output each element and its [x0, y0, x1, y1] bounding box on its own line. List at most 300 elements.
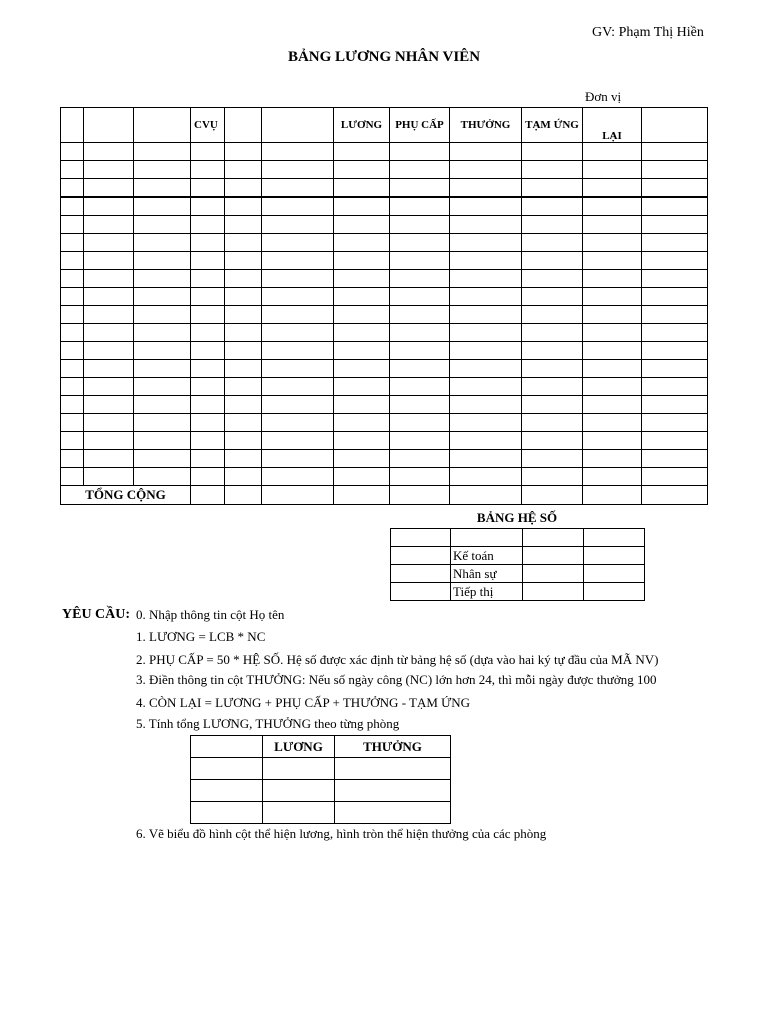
table-cell — [522, 414, 583, 432]
table-cell — [450, 342, 522, 360]
table-cell — [61, 342, 84, 360]
table-cell — [450, 161, 522, 179]
table-row — [61, 252, 708, 270]
table-cell — [390, 234, 450, 252]
summary-table — [190, 735, 451, 824]
table-cell — [390, 324, 450, 342]
table-cell — [84, 143, 134, 161]
table-cell — [61, 396, 84, 414]
table-cell — [583, 179, 642, 198]
table-cell — [225, 414, 262, 432]
table-cell — [134, 324, 191, 342]
table-cell — [61, 270, 84, 288]
table-cell — [84, 468, 134, 486]
table-cell — [642, 414, 708, 432]
table-cell — [522, 216, 583, 234]
table-cell — [390, 288, 450, 306]
table-cell — [450, 486, 522, 505]
header-phu-cap: PHỤ CẤP — [390, 108, 450, 143]
table-cell — [334, 414, 390, 432]
table-cell — [191, 161, 225, 179]
table-cell — [191, 486, 225, 505]
table-cell — [134, 360, 191, 378]
table-cell — [522, 450, 583, 468]
table-cell — [61, 324, 84, 342]
table-cell — [334, 270, 390, 288]
table-cell — [191, 468, 225, 486]
table-cell — [522, 324, 583, 342]
table-cell — [61, 179, 84, 198]
table-cell — [262, 179, 334, 198]
table-cell — [191, 360, 225, 378]
table-cell — [450, 288, 522, 306]
header-cell — [61, 108, 84, 143]
table-row — [61, 161, 708, 179]
table-cell — [84, 252, 134, 270]
table-cell — [522, 342, 583, 360]
table-cell — [191, 780, 263, 802]
table-cell — [225, 450, 262, 468]
coef-dept-nhan-su: Nhân sự — [451, 565, 523, 583]
salary-table-header — [61, 108, 708, 143]
table-cell — [583, 432, 642, 450]
header-cell — [225, 108, 262, 143]
table-cell — [390, 360, 450, 378]
table-cell — [61, 234, 84, 252]
table-cell — [225, 324, 262, 342]
table-cell — [390, 342, 450, 360]
table-cell — [334, 432, 390, 450]
table-cell — [134, 143, 191, 161]
table-cell — [522, 468, 583, 486]
salary-table — [60, 107, 708, 505]
table-cell — [450, 432, 522, 450]
coef-table-row — [391, 547, 645, 565]
table-cell — [642, 468, 708, 486]
table-cell — [335, 780, 451, 802]
table-row — [61, 234, 708, 252]
table-cell — [522, 197, 583, 216]
table-cell — [450, 306, 522, 324]
table-cell — [450, 414, 522, 432]
table-cell — [61, 161, 84, 179]
table-cell — [262, 216, 334, 234]
table-cell — [390, 270, 450, 288]
table-cell — [334, 161, 390, 179]
header-thuong: THƯỞNG — [450, 108, 522, 143]
table-cell — [134, 216, 191, 234]
table-cell — [262, 197, 334, 216]
table-cell — [642, 179, 708, 198]
table-cell — [583, 450, 642, 468]
requirement-item: 4. CÒN LẠI = LƯƠNG + PHỤ CẤP + THƯỞNG - TẠM ỨNG — [136, 695, 471, 710]
table-cell — [61, 252, 84, 270]
page-title: BẢNG LƯƠNG NHÂN VIÊN — [287, 49, 481, 65]
table-row — [61, 360, 708, 378]
table-cell — [225, 270, 262, 288]
table-cell — [334, 342, 390, 360]
table-cell — [642, 432, 708, 450]
table-row — [61, 143, 708, 161]
table-cell — [450, 143, 522, 161]
table-cell — [642, 288, 708, 306]
table-cell — [642, 360, 708, 378]
table-row — [61, 378, 708, 396]
table-cell — [263, 758, 335, 780]
requirement-item: 6. Vẽ biểu đồ hình cột thể hiện lương, hình tròn thể hiện thưởng của các phòng — [136, 826, 547, 841]
table-cell — [642, 216, 708, 234]
requirement-item: 5. Tính tổng LƯƠNG, THƯỞNG theo từng phòng — [136, 716, 400, 731]
table-cell — [583, 324, 642, 342]
table-row — [61, 270, 708, 288]
table-cell — [134, 161, 191, 179]
table-cell — [134, 378, 191, 396]
table-cell — [191, 143, 225, 161]
table-cell — [522, 396, 583, 414]
table-cell — [334, 378, 390, 396]
table-cell — [84, 179, 134, 198]
summary-row — [191, 758, 451, 780]
table-cell — [522, 161, 583, 179]
table-cell — [225, 432, 262, 450]
table-cell — [134, 432, 191, 450]
table-cell — [191, 378, 225, 396]
header-cvu: CVỤ — [191, 108, 225, 143]
table-cell — [334, 234, 390, 252]
requirements-label: YÊU CẦU: — [62, 607, 131, 622]
table-cell — [583, 414, 642, 432]
table-cell — [583, 234, 642, 252]
table-cell — [262, 306, 334, 324]
table-cell — [61, 197, 84, 216]
table-cell — [522, 378, 583, 396]
table-cell — [262, 468, 334, 486]
table-cell — [225, 360, 262, 378]
table-cell — [225, 486, 262, 505]
table-cell — [390, 486, 450, 505]
coef-table — [390, 528, 645, 601]
header-tam-ung: TẠM ỨNG — [522, 108, 583, 143]
table-cell — [262, 234, 334, 252]
table-cell — [262, 252, 334, 270]
table-cell — [583, 252, 642, 270]
table-cell — [61, 432, 84, 450]
table-cell — [84, 396, 134, 414]
table-cell — [642, 324, 708, 342]
table-cell — [450, 360, 522, 378]
table-row — [61, 468, 708, 486]
table-cell — [583, 360, 642, 378]
table-cell — [262, 378, 334, 396]
table-cell — [450, 179, 522, 198]
table-cell — [522, 360, 583, 378]
table-row — [61, 306, 708, 324]
table-cell — [134, 468, 191, 486]
table-row — [61, 396, 708, 414]
table-cell — [522, 179, 583, 198]
table-cell — [334, 360, 390, 378]
table-cell — [450, 270, 522, 288]
table-cell — [225, 378, 262, 396]
table-cell — [134, 396, 191, 414]
table-cell — [583, 378, 642, 396]
table-cell — [522, 432, 583, 450]
table-cell — [191, 802, 263, 824]
table-cell — [334, 468, 390, 486]
table-cell — [583, 486, 642, 505]
summary-header-luong: LƯƠNG — [263, 736, 335, 758]
table-cell — [583, 396, 642, 414]
table-row — [61, 450, 708, 468]
table-cell — [642, 143, 708, 161]
table-cell — [642, 396, 708, 414]
table-cell — [262, 432, 334, 450]
requirement-item: 2. PHỤ CẤP = 50 * HỆ SỐ. Hệ số được xác định từ bảng hệ số (dựa vào hai ký tự đầu của MÃ NV) — [136, 652, 659, 667]
table-cell — [450, 324, 522, 342]
table-cell — [642, 450, 708, 468]
table-cell — [334, 306, 390, 324]
table-cell — [263, 802, 335, 824]
table-cell — [522, 486, 583, 505]
table-cell — [522, 306, 583, 324]
table-cell — [450, 252, 522, 270]
total-row — [61, 486, 708, 505]
table-cell — [390, 414, 450, 432]
table-cell — [84, 432, 134, 450]
table-cell — [262, 360, 334, 378]
table-cell — [522, 288, 583, 306]
table-cell — [390, 216, 450, 234]
table-cell — [334, 179, 390, 198]
table-cell — [191, 252, 225, 270]
table-cell — [191, 197, 225, 216]
table-cell — [450, 197, 522, 216]
table-cell — [61, 450, 84, 468]
table-cell — [450, 468, 522, 486]
summary-row — [191, 780, 451, 802]
table-cell — [390, 306, 450, 324]
table-row — [61, 197, 708, 216]
table-cell — [191, 179, 225, 198]
table-cell — [225, 234, 262, 252]
table-cell — [262, 396, 334, 414]
header-con-lai: LẠI — [583, 108, 642, 143]
header-cell — [642, 108, 708, 143]
table-cell — [583, 197, 642, 216]
table-cell — [61, 216, 84, 234]
unit-label: Đơn vị — [585, 89, 622, 104]
table-cell — [450, 378, 522, 396]
coef-table-row — [391, 583, 645, 601]
table-cell — [61, 468, 84, 486]
summary-table-header — [191, 736, 451, 758]
table-cell — [225, 179, 262, 198]
table-cell — [134, 234, 191, 252]
summary-row — [191, 802, 451, 824]
table-cell — [642, 252, 708, 270]
table-cell — [134, 270, 191, 288]
table-cell — [191, 432, 225, 450]
table-cell — [335, 758, 451, 780]
requirement-item: 3. Điền thông tin cột THƯỞNG: Nếu số ngày công (NC) lớn hơn 24, thì mỗi ngày được thưởng 100 — [136, 672, 657, 687]
table-cell — [61, 306, 84, 324]
table-cell — [262, 414, 334, 432]
table-cell — [390, 450, 450, 468]
header-cell — [84, 108, 134, 143]
table-cell — [263, 780, 335, 802]
table-cell — [390, 468, 450, 486]
table-cell — [450, 396, 522, 414]
table-cell — [84, 161, 134, 179]
table-cell — [390, 396, 450, 414]
table-cell — [84, 342, 134, 360]
table-cell — [522, 234, 583, 252]
table-cell — [191, 396, 225, 414]
table-cell — [84, 414, 134, 432]
table-row — [61, 179, 708, 198]
table-row — [61, 342, 708, 360]
table-cell — [225, 288, 262, 306]
table-cell — [134, 288, 191, 306]
table-cell — [134, 414, 191, 432]
table-cell — [450, 450, 522, 468]
table-cell — [225, 396, 262, 414]
table-cell — [642, 270, 708, 288]
table-cell — [134, 197, 191, 216]
table-cell — [642, 161, 708, 179]
table-cell — [84, 216, 134, 234]
table-cell — [262, 486, 334, 505]
table-cell — [134, 450, 191, 468]
table-cell — [84, 197, 134, 216]
header-cell — [191, 736, 263, 758]
table-cell — [390, 197, 450, 216]
table-cell — [334, 324, 390, 342]
table-cell — [225, 468, 262, 486]
summary-header-thuong: THƯỞNG — [335, 736, 451, 758]
table-cell — [583, 161, 642, 179]
table-cell — [134, 179, 191, 198]
table-cell — [225, 143, 262, 161]
table-cell — [191, 216, 225, 234]
coef-table-title: BẢNG HỆ SỐ — [476, 510, 558, 525]
table-cell — [134, 306, 191, 324]
table-row — [61, 432, 708, 450]
table-cell — [84, 450, 134, 468]
table-cell — [390, 161, 450, 179]
table-cell — [450, 234, 522, 252]
table-cell — [522, 143, 583, 161]
table-cell — [134, 252, 191, 270]
table-cell — [191, 324, 225, 342]
table-cell — [583, 468, 642, 486]
table-cell — [334, 396, 390, 414]
table-cell — [191, 306, 225, 324]
table-cell — [583, 216, 642, 234]
table-cell — [134, 342, 191, 360]
table-cell — [642, 197, 708, 216]
table-cell — [334, 486, 390, 505]
table-cell — [191, 758, 263, 780]
table-cell — [334, 197, 390, 216]
requirement-item: 1. LƯƠNG = LCB * NC — [136, 629, 266, 644]
table-cell — [191, 270, 225, 288]
table-cell — [84, 288, 134, 306]
table-cell — [225, 216, 262, 234]
table-cell — [522, 252, 583, 270]
table-cell — [191, 414, 225, 432]
coef-dept-ke-toan: Kế toán — [451, 547, 523, 565]
table-cell — [262, 143, 334, 161]
table-cell — [191, 288, 225, 306]
table-cell — [334, 450, 390, 468]
teacher-name: GV: Phạm Thị Hiền — [592, 25, 704, 40]
table-cell — [390, 432, 450, 450]
table-cell — [61, 360, 84, 378]
table-cell — [334, 288, 390, 306]
table-cell — [390, 378, 450, 396]
table-cell — [642, 234, 708, 252]
requirement-item: 0. Nhập thông tin cột Họ tên — [136, 607, 285, 622]
table-cell — [583, 288, 642, 306]
coef-table-row — [391, 529, 645, 547]
table-cell — [191, 234, 225, 252]
table-cell — [84, 306, 134, 324]
table-cell — [225, 342, 262, 360]
table-cell — [225, 197, 262, 216]
table-cell — [522, 270, 583, 288]
table-cell — [84, 270, 134, 288]
table-cell — [61, 143, 84, 161]
table-cell — [390, 143, 450, 161]
table-cell — [191, 450, 225, 468]
table-cell — [642, 486, 708, 505]
table-cell — [262, 450, 334, 468]
total-label: TỔNG CỘNG — [61, 486, 191, 505]
table-cell — [334, 252, 390, 270]
table-row — [61, 288, 708, 306]
coef-dept-tiep-thi: Tiếp thị — [451, 583, 523, 601]
table-cell — [84, 324, 134, 342]
table-cell — [642, 306, 708, 324]
header-luong: LƯƠNG — [334, 108, 390, 143]
table-cell — [225, 306, 262, 324]
table-cell — [334, 216, 390, 234]
table-row — [61, 216, 708, 234]
table-cell — [262, 288, 334, 306]
table-cell — [61, 378, 84, 396]
table-cell — [642, 342, 708, 360]
table-cell — [642, 378, 708, 396]
table-cell — [583, 342, 642, 360]
table-cell — [390, 252, 450, 270]
table-cell — [335, 802, 451, 824]
table-row — [61, 414, 708, 432]
header-cell — [262, 108, 334, 143]
table-cell — [191, 342, 225, 360]
table-row — [61, 324, 708, 342]
table-cell — [583, 306, 642, 324]
table-cell — [84, 378, 134, 396]
table-cell — [262, 270, 334, 288]
header-cell — [134, 108, 191, 143]
table-cell — [262, 342, 334, 360]
table-cell — [61, 288, 84, 306]
table-cell — [84, 360, 134, 378]
table-cell — [225, 252, 262, 270]
table-cell — [390, 179, 450, 198]
table-cell — [450, 216, 522, 234]
